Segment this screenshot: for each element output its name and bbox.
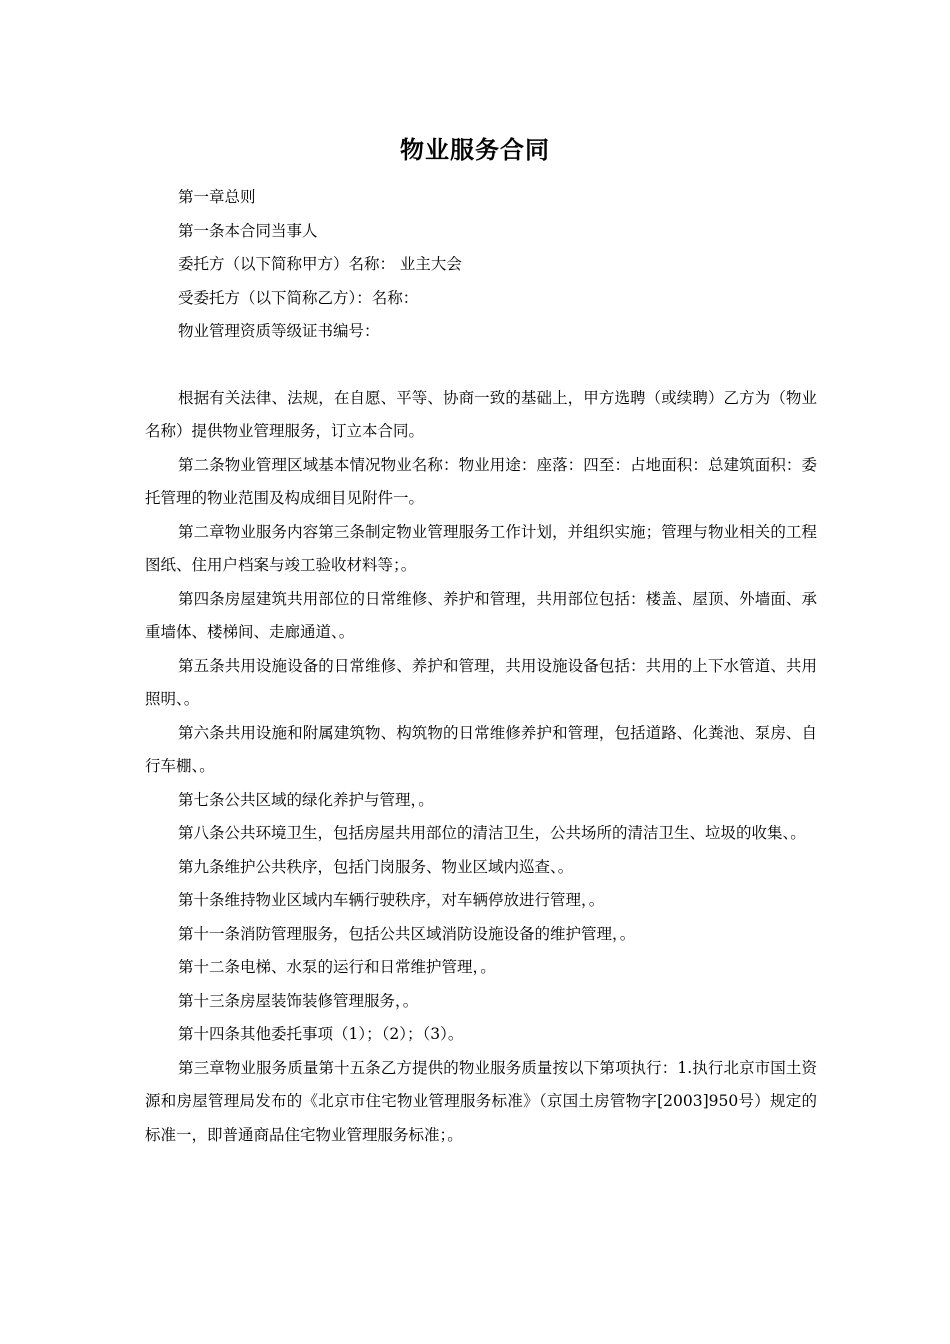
body-paragraph: 根据有关法律、法规，在自愿、平等、协商一致的基础上，甲方选聘（或续聘）乙方为（物业名称）提供物业管理服务，订立本合同。 — [145, 388, 817, 440]
body-paragraph: 第九条维护公共秩序，包括门岗服务、物业区域内巡查、。 — [178, 857, 574, 876]
body-paragraph: 第十四条其他委托事项（1）；（2）；（3）。 — [178, 1025, 464, 1043]
body-paragraph: 第四条房屋建筑共用部位的日常维修、养护和管理，共用部位包括：楼盖、屋顶、外墙面、承重墙体、楼梯间、走廊通道、。 — [145, 589, 817, 641]
body-paragraph: 第七条公共区域的绿化养护与管理，。 — [178, 790, 434, 809]
blank-line — [145, 349, 817, 382]
body-paragraph: 第二条物业管理区域基本情况物业名称：物业用途：座落：四至：占地面积：总建筑面积：委托管理的物业范围及构成细目见附件一。 — [145, 455, 817, 507]
body-paragraph: 第八条公共环境卫生，包括房屋共用部位的清洁卫生，公共场所的清洁卫生、垃圾的收集、。 — [178, 824, 806, 842]
party-a-line: 委托方（以下简称甲方）名称： 业主大会 — [178, 255, 462, 273]
document-body — [145, 181, 817, 1152]
body-paragraph: 第十一条消防管理服务，包括公共区域消防设施设备的维护管理，。 — [178, 924, 636, 943]
body-paragraph: 第三章物业服务质量第十五条乙方提供的物业服务质量按以下第项执行：1.执行北京市国土资源和房屋管理局发布的《北京市住宅物业管理服务标准》（京国土房管物字[2003]950号）规定的标准一，即普通商品住宅物业管理服务标准；。 — [145, 1058, 817, 1144]
body-paragraph: 第六条共用设施和附属建筑物、构筑物的日常维修养护和管理，包括道路、化粪池、泵房、自行车棚、。 — [145, 723, 817, 775]
document-title: 物业服务合同 — [400, 136, 550, 164]
body-paragraph: 第二章物业服务内容第三条制定物业管理服务工作计划，并组织实施；管理与物业相关的工程图纸、住用户档案与竣工验收材料等；。 — [145, 522, 817, 574]
body-paragraph: 第五条共用设施设备的日常维修、养护和管理，共用设施设备包括：共用的上下水管道、共用照明、。 — [145, 656, 817, 708]
body-paragraph: 第十条维持物业区域内车辆行驶秩序，对车辆停放进行管理，。 — [178, 891, 605, 909]
chapter-heading: 第一章总则 — [178, 188, 256, 206]
certificate-line: 物业管理资质等级证书编号： — [178, 322, 380, 340]
body-paragraph: 第十三条房屋装饰装修管理服务，。 — [178, 991, 419, 1010]
clause-paragraph: 第一条本合同当事人 — [178, 221, 318, 240]
body-paragraph: 第十二条电梯、水泵的运行和日常维护管理，。 — [178, 958, 496, 976]
party-b-line: 受委托方（以下简称乙方）：名称： — [178, 288, 419, 307]
